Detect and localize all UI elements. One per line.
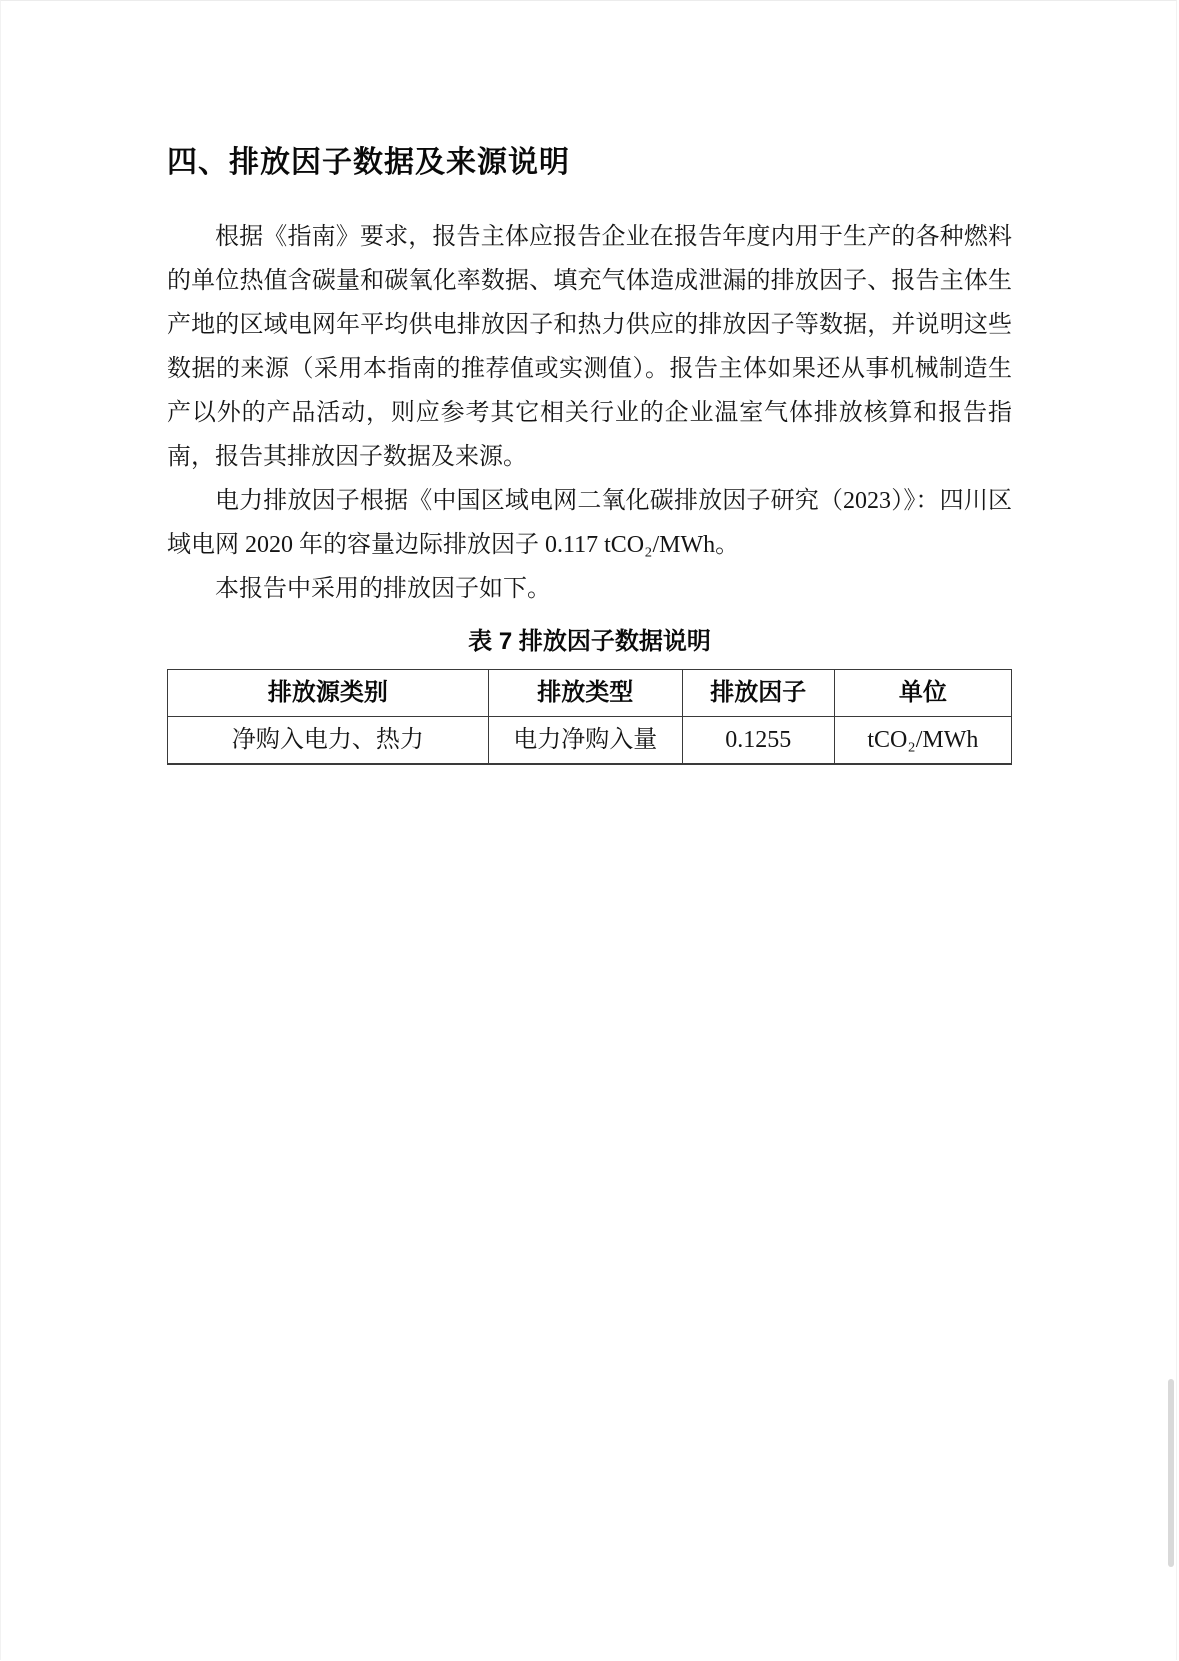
cell-emission-factor-value: 0.1255 xyxy=(682,717,834,765)
column-header-emission-source-category: 排放源类别 xyxy=(168,670,489,717)
table-caption: 表 7 排放因子数据说明 xyxy=(468,628,711,655)
scrollbar-thumb[interactable] xyxy=(1168,1379,1174,1567)
page-content xyxy=(1,1,1176,765)
cell-unit: tCO₂/MWh xyxy=(834,717,1011,765)
column-header-emission-type: 排放类型 xyxy=(488,670,682,717)
cell-emission-source-category: 净购入电力、热力 xyxy=(168,717,489,765)
column-header-emission-factor: 排放因子 xyxy=(682,670,834,717)
table-row xyxy=(168,717,1012,765)
emission-factor-table xyxy=(167,669,1012,765)
column-header-unit: 单位 xyxy=(834,670,1011,717)
paragraph-factors-used-intro: 本报告中采用的排放因子如下。 xyxy=(215,576,551,602)
paragraph-guideline-requirements: 根据《指南》要求，报告主体应报告企业在报告年度内用于生产的各种燃料的单位热值含碳量和碳氧化率数据、填充气体造成泄漏的排放因子、报告主体生产地的区域电网年平均供电排放因子和热力供应的排放因子等数据，并说明这些数据的来源（采用本指南的推荐值或实测值）。报告主体如果还从事机械制造生产以外的产品活动，则应参考其它相关行业的企业温室气体排放核算和报告指南，报告其排放因子数据及来源。 xyxy=(167,224,1012,470)
paragraph-electricity-emission-factor: 电力排放因子根据《中国区域电网二氧化碳排放因子研究（2023）》：四川区域电网 2020 年的容量边际排放因子 0.117 tCO₂/MWh。 xyxy=(167,488,1012,558)
cell-emission-type: 电力净购入量 xyxy=(488,717,682,765)
section-heading: 四、排放因子数据及来源说明 xyxy=(167,146,570,179)
table-header-row xyxy=(168,670,1012,717)
